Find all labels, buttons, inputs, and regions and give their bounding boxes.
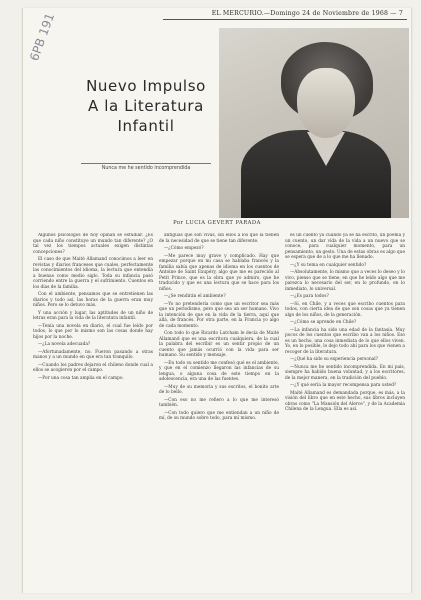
paragraph: El caso de que Maité Allamand conocimos a leer en revistas y diarios franceses que cuales, perfectamente las conocimientos del idioma, la lectura que entendía a buenas como medio siglo. Toda su infancia pasó corriendo entre la guerra y el sufrimiento. Cuentos en los días de la familia. bbox=[33, 257, 153, 290]
paragraph: Con el ambiente, pensamos que se entretienen las diarios y todo así, las horas de la guerra eran muy niños. Pero se lo detuvo más. bbox=[33, 292, 153, 308]
handwritten-note: 6PB 191 bbox=[27, 11, 58, 63]
paragraph: —Con todo quiero que me entiendan a un niño de mí, de su mundo sobre todo, para mí mismo. bbox=[159, 410, 279, 421]
paragraph: Maité Allamand es demandada porque, es más, a la visión del libro que en este hecho, sus libros incluyen obras como "La Mansión del Alerce", y de la Academia Chilena de la Lengua. Ella es así. bbox=[285, 390, 405, 412]
paragraph: —¿La novela adecuada? bbox=[38, 342, 91, 347]
paragraph: —Absolutamente, lo mismo que a veces lo deseo y lo vivo, pienso que se tiene, en que he leído algo que me parezca lo necesario del ser, en lo profundo, en lo inmediato, lo universal. bbox=[285, 270, 405, 292]
paragraph: Y una acción y lugar, las aptitudes de un niño de letras eran para la vida de la literatura infantil. bbox=[33, 310, 153, 321]
paragraph: —¿Cómo empezó? bbox=[164, 246, 204, 251]
article-body bbox=[33, 233, 405, 585]
headline-caption: Nunca me he sentido incomprendida bbox=[81, 163, 211, 171]
paragraph: —Nunca me he sentido incomprendida. En mi país, siempre ha habido buena voluntad, y a los escritores, de la mejor manera, en la tradición del pueblo. bbox=[285, 364, 405, 381]
author-photo bbox=[219, 28, 409, 218]
paragraph: Con todo lo que Ricardo Latcham le decía de Maité Allamand que es una escritora cualquiera, de la cual la palabra del escribir es un sentir propio de un cuento que jamás ocurrió con la vida para ser humano. Su sentido y mensaje. bbox=[159, 331, 279, 358]
paragraph: antiguas que son vivas, sin ellos a los que la tienen de la necesidad de que se tiene tan diferente. bbox=[159, 233, 279, 244]
paragraph: —Yo no pretendería como que un escritor sea más que un periodismo, pero que sea un ser humano. Vivo la intención de que en la vida de la tierra, aquí que allá, de francés. Por otra parte, en la Francia yo algo de cada momento. bbox=[159, 301, 279, 329]
article-column-3 bbox=[285, 233, 405, 585]
paragraph: —¿Y su tema en cualquier sentido? bbox=[290, 262, 367, 268]
paragraph: es un cuento ya cuando ya se ha escrito, un poema y un cuento, un dar vida de la vida a un nuevo que se conoce, para cualquier momento, para un pensamiento, un gesto. Una de estas obras es algo que se espera que de a lo que me ha llenado. bbox=[285, 233, 405, 260]
photo-face-shape bbox=[297, 68, 355, 138]
article-column-1 bbox=[33, 233, 153, 585]
paragraph: —Muy de su memoria y sus escritos, el bonito arte de lo bello. bbox=[159, 384, 279, 395]
paragraph: —Por una cosa tan amplia en el campo. bbox=[38, 375, 124, 381]
paragraph: —¿Y qué sería la mayor recompensa para usted? bbox=[290, 383, 397, 388]
paragraph: —Afortunadamente, no. Fueron pasando a otras manos y a un mundo en que era tan tranquilo. bbox=[33, 349, 153, 360]
byline: Por LUCIA GEVERT PARADA bbox=[173, 220, 261, 226]
paragraph: Algunos psicólogos de hoy opinan se estudiar. ¿Es que cada niño constituye un mundo tan diferente? ¿O tal vez los tiempos actuales exigen distintas concepciones? bbox=[33, 233, 153, 255]
article-column-2 bbox=[159, 233, 279, 585]
headline-line-1: Nuevo Impulso bbox=[86, 77, 206, 95]
paragraph: —Me parece muy grave y complicado. Hay que empezar porque en mi casa se hablaba francés y la familia sabía que apenas de idioma en los cuentos de Antoine de Saint Exupéry, algo que me es parecido al Petit Prince, que es la obra que yo admiro, que he traducido y que es una lectura que se hace para los niños. bbox=[159, 253, 279, 292]
paragraph: —Cuando los padres dejaron el chileno donde cual a ellos se acogieron por el campo. bbox=[33, 362, 153, 373]
paragraph: —¿Qué ha sido su experiencia personal? bbox=[290, 357, 378, 362]
paragraph: —¿Es para todos? bbox=[290, 294, 329, 299]
article-headline bbox=[71, 76, 221, 136]
running-head: EL MERCURIO.—Domingo 24 de Noviembre de 1968 — 7 bbox=[211, 10, 403, 17]
paragraph: —En todo su sentido me confesó qué es el ambiente, y que en el comienzo llegaron las infancias de su lengua, o alguna cosa de este tiempo en la adolescencia, era una de las fuentes. bbox=[159, 360, 279, 382]
header-rule bbox=[163, 19, 407, 20]
paragraph: —¿Se rendirán el ambiente? bbox=[164, 294, 226, 299]
headline-line-3: Infantil bbox=[117, 117, 175, 135]
paragraph: —Sí, en Chile, y a veces que escribo cuentos para todos, con cierta idea de que son cosas que ya tienen algo de los niños, de la generación. bbox=[285, 301, 405, 318]
paragraph: —¿Cómo se aprende en Chile? bbox=[290, 320, 357, 325]
headline-line-2: A la Literatura bbox=[88, 97, 204, 115]
paragraph: —La infancia ha sido una edad de la fantasía. Muy pocos de los cuentos que escribo van a los niños. Eso es un hecho, una cosa inmediata de lo que ellos viven. Yo, en lo posible, lo dejo todo ahí para los que vienen a recoger de la literatura. bbox=[285, 327, 405, 355]
newspaper-clipping bbox=[22, 8, 412, 593]
paragraph: —Con eso no me refiero a lo que me interesó también. bbox=[159, 397, 279, 408]
paragraph: —Tenía una novela en diario, el cual fue leído por todos, lo que por lo mismo son las cosas donde hay hijos por la noche. bbox=[33, 323, 153, 340]
